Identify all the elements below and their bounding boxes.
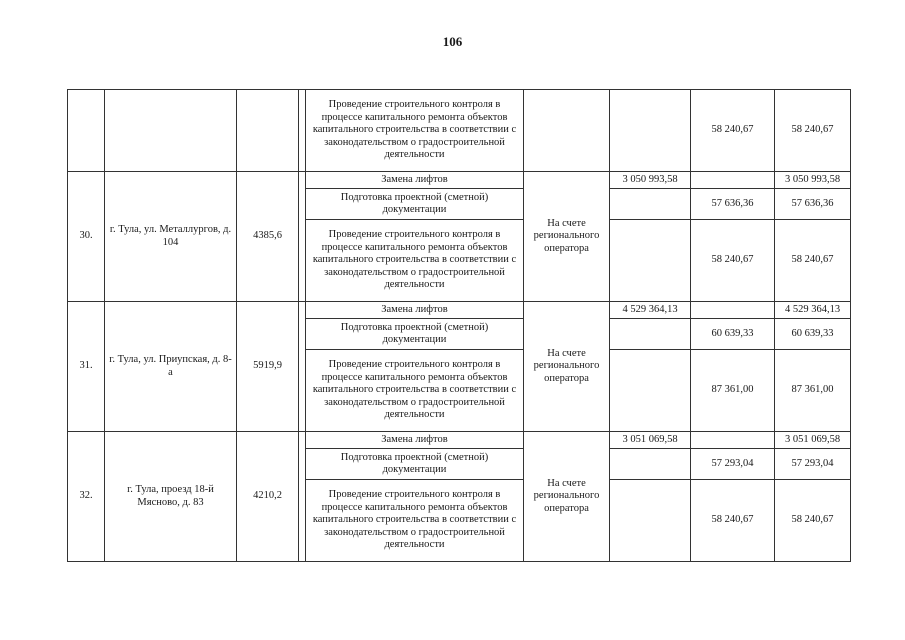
cell-amount-regional	[691, 302, 775, 319]
cell-spacer	[299, 172, 306, 302]
cell-work: Подготовка проектной (сметной) документации	[306, 449, 524, 480]
cell-address: г. Тула, ул. Приупская, д. 8-а	[105, 302, 237, 432]
cell-amount-fund: 3 051 069,58	[610, 432, 691, 449]
cell-amount-regional: 60 639,33	[691, 319, 775, 350]
cell-amount-total: 87 361,00	[775, 350, 851, 432]
cell-amount-fund	[610, 480, 691, 562]
table-row	[68, 302, 851, 319]
cell-work: Подготовка проектной (сметной) документации	[306, 319, 524, 350]
cell-amount-fund	[610, 220, 691, 302]
cell-amount-fund	[610, 189, 691, 220]
cell-account: На счете регионального оператора	[524, 432, 610, 562]
table-row	[68, 432, 851, 449]
cell-amount-fund	[610, 319, 691, 350]
cell-amount-total: 58 240,67	[775, 220, 851, 302]
cell-area: 4385,6	[237, 172, 299, 302]
cell-account-empty	[524, 90, 610, 172]
cell-amount-fund: 3 050 993,58	[610, 172, 691, 189]
cell-amount-regional: 57 293,04	[691, 449, 775, 480]
repair-registry-table	[67, 89, 851, 562]
cell-spacer	[299, 432, 306, 562]
cell-amount-total: 57 636,36	[775, 189, 851, 220]
cell-amount-fund	[610, 449, 691, 480]
table-row-carryover	[68, 90, 851, 172]
cell-amount-total: 58 240,67	[775, 480, 851, 562]
cell-num-empty	[68, 90, 105, 172]
cell-area: 4210,2	[237, 432, 299, 562]
cell-address: г. Тула, ул. Металлургов, д. 104	[105, 172, 237, 302]
cell-num: 31.	[68, 302, 105, 432]
cell-account: На счете регионального оператора	[524, 302, 610, 432]
table-row	[68, 172, 851, 189]
cell-work: Замена лифтов	[306, 172, 524, 189]
cell-amount-total: 4 529 364,13	[775, 302, 851, 319]
cell-work: Замена лифтов	[306, 302, 524, 319]
cell-amount-total: 60 639,33	[775, 319, 851, 350]
cell-area: 5919,9	[237, 302, 299, 432]
cell-amount-regional: 87 361,00	[691, 350, 775, 432]
cell-spacer	[299, 90, 306, 172]
cell-amount-total: 58 240,67	[775, 90, 851, 172]
cell-num: 32.	[68, 432, 105, 562]
cell-address: г. Тула, проезд 18-й Мясново, д. 83	[105, 432, 237, 562]
cell-address-empty	[105, 90, 237, 172]
cell-amount-regional	[691, 432, 775, 449]
cell-amount-fund	[610, 350, 691, 432]
cell-work: Замена лифтов	[306, 432, 524, 449]
cell-amount-regional: 58 240,67	[691, 480, 775, 562]
cell-account: На счете регионального оператора	[524, 172, 610, 302]
cell-spacer	[299, 302, 306, 432]
cell-area-empty	[237, 90, 299, 172]
cell-amount-total: 3 050 993,58	[775, 172, 851, 189]
cell-amount-total: 3 051 069,58	[775, 432, 851, 449]
cell-amount-fund: 4 529 364,13	[610, 302, 691, 319]
cell-work: Проведение строительного контроля в процессе капитального ремонта объектов капитального строительства в соответствии с законодательством о градостроительной деятельности	[306, 220, 524, 302]
cell-amount-regional	[691, 172, 775, 189]
cell-work: Подготовка проектной (сметной) документации	[306, 189, 524, 220]
cell-amount-regional: 58 240,67	[691, 90, 775, 172]
cell-amount-regional: 57 636,36	[691, 189, 775, 220]
cell-work: Проведение строительного контроля в процессе капитального ремонта объектов капитального строительства в соответствии с законодательством о градостроительной деятельности	[306, 350, 524, 432]
cell-amount-fund	[610, 90, 691, 172]
cell-amount-total: 57 293,04	[775, 449, 851, 480]
cell-num: 30.	[68, 172, 105, 302]
cell-work: Проведение строительного контроля в процессе капитального ремонта объектов капитального строительства в соответствии с законодательством о градостроительной деятельности	[306, 90, 524, 172]
cell-work: Проведение строительного контроля в процессе капитального ремонта объектов капитального строительства в соответствии с законодательством о градостроительной деятельности	[306, 480, 524, 562]
cell-amount-regional: 58 240,67	[691, 220, 775, 302]
page-number: 106	[442, 34, 463, 49]
